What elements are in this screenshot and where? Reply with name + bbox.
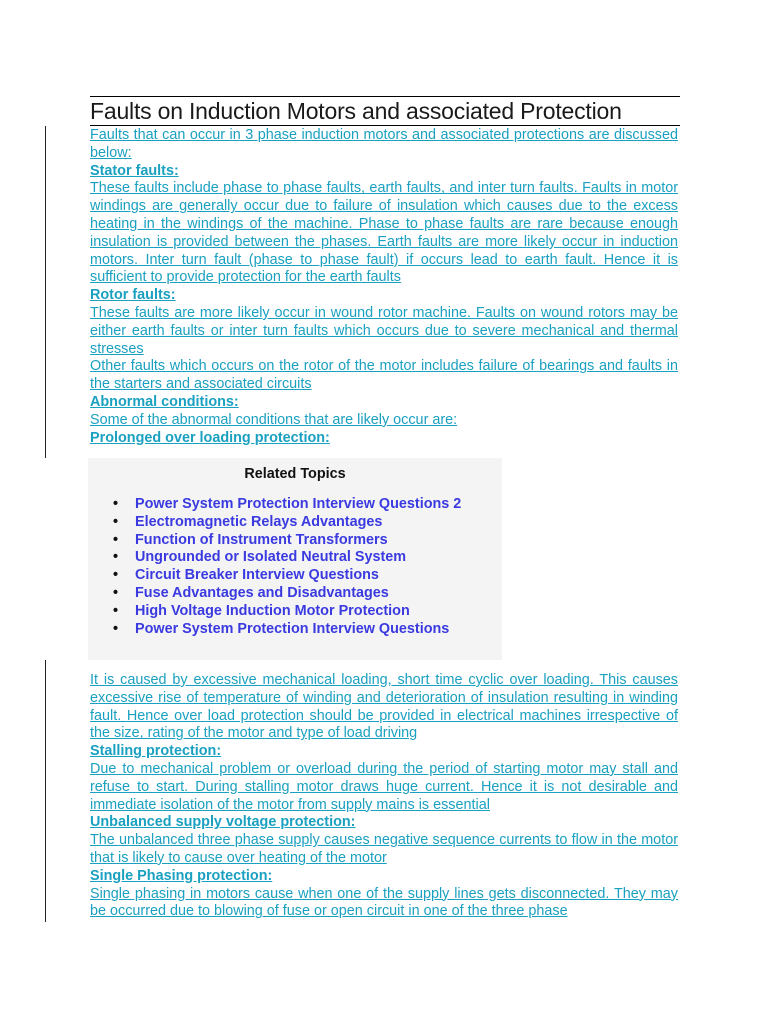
abnormal-text[interactable]: Some of the abnormal conditions that are likely occur are: <box>90 411 458 428</box>
overload-text[interactable]: It is caused by excessive mechanical loading, short time cyclic over loading. This causes excessive rise of temperature of winding and deterioration of insulation resulting in winding fault. Hence over load protection should be provided in electrical machines irrespective of the size, rating of the motor and type of load driving <box>90 672 678 742</box>
rotor-text-1[interactable]: These faults are more likely occur in wound rotor machine. Faults on wound rotors may be either earth faults or inter turn faults which occurs due to severe mechanical and thermal stresses <box>90 304 678 357</box>
related-topic-link[interactable]: • Circuit Breaker Interview Questions <box>108 567 461 585</box>
related-topic-link[interactable]: • Function of Instrument Transformers <box>108 532 461 550</box>
rotor-heading[interactable]: Rotor faults: <box>90 287 176 304</box>
related-topics-title: Related Topics <box>244 466 346 482</box>
unbalanced-text[interactable]: The unbalanced three phase supply causes negative sequence currents to flow in the motor that is likely to cause over heating of the motor <box>90 832 678 866</box>
single-phasing-text[interactable]: Single phasing in motors cause when one of the supply lines gets disconnected. They may be occurred due to blowing of fuse or open circuit in one of the three phase <box>90 885 678 920</box>
stator-heading[interactable]: Stator faults: <box>90 162 179 179</box>
page-title-text: Faults on Induction Motors and associated Protection <box>90 98 622 124</box>
stator-text[interactable]: These faults include phase to phase faults, earth faults, and inter turn faults. Faults in motor windings are generally occur due to failure of insulation which causes due to the excess heating in the windings of the machine. Phase to phase faults are rare because enough insulation is provided between the phases. Earth faults are more likely occur in induction motors. Inter turn fault (phase to phase fault) if occurs lead to earth fault. Hence it is sufficient to provide protection for the earth faults <box>90 180 678 286</box>
rotor-text-2[interactable]: Other faults which occurs on the rotor of the motor includes failure of bearings and faults in the starters and associated circuits <box>90 358 678 393</box>
intro-link[interactable]: Faults that can occur in 3 phase induction motors and associated protections are discussed below: <box>90 127 678 161</box>
stalling-heading[interactable]: Stalling protection: <box>90 743 222 760</box>
overload-heading[interactable]: Prolonged over loading protection: <box>90 429 330 446</box>
related-topic-link[interactable]: • Ungrounded or Isolated Neutral System <box>108 549 461 567</box>
related-topic-link[interactable]: • Power System Protection Interview Questions <box>108 621 461 639</box>
change-bar <box>45 126 46 458</box>
section-faults <box>90 127 678 447</box>
related-topic-link[interactable]: • Fuse Advantages and Disadvantages <box>108 585 461 603</box>
section-protections <box>90 672 678 921</box>
stalling-text[interactable]: Due to mechanical problem or overload during the period of starting motor may stall and refuse to start. During stalling motor draws huge current. Hence it is not desirable and immediate isolation of the motor from supply mains is essential <box>90 760 678 813</box>
abnormal-heading[interactable]: Abnormal conditions: <box>90 393 239 410</box>
related-topic-link[interactable]: • Electromagnetic Relays Advantages <box>108 514 461 532</box>
related-topic-link[interactable]: • High Voltage Induction Motor Protection <box>108 603 461 621</box>
unbalanced-heading[interactable]: Unbalanced supply voltage protection: <box>90 814 356 831</box>
page-title <box>90 96 680 126</box>
related-topic-link[interactable]: • Power System Protection Interview Questions 2 <box>108 496 461 514</box>
related-topics-box <box>88 458 502 660</box>
related-topics-list <box>108 496 461 638</box>
single-phasing-heading[interactable]: Single Phasing protection: <box>90 867 273 884</box>
change-bar <box>45 660 46 922</box>
